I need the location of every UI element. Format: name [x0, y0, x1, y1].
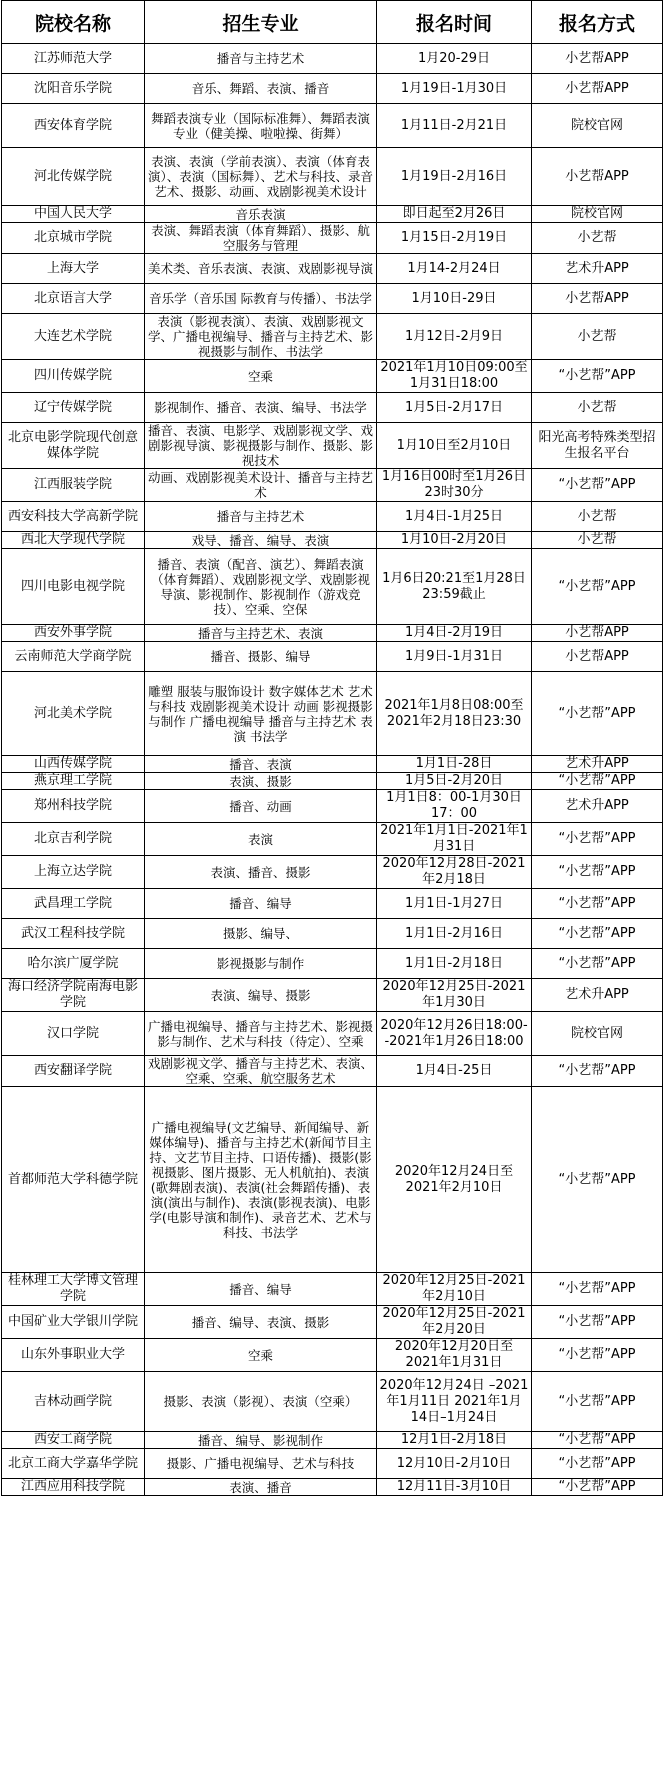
method-cell: 小艺帮APP — [532, 284, 663, 314]
time-cell: 12月10日-2月10日 — [377, 1449, 532, 1479]
major-cell: 舞蹈表演专业（国际标准舞）、舞蹈表演专业（健美操、啦啦操、街舞） — [145, 104, 377, 148]
time-cell: 2020年12月28日-2021年2月18日 — [377, 856, 532, 889]
time-cell: 1月4日-2月19日 — [377, 625, 532, 642]
major-cell: 音乐学（音乐国 际教育与传播）、书法学 — [145, 284, 377, 314]
school-cell: 中国人民大学 — [2, 206, 145, 223]
major-cell: 戏剧影视文学、播音与主持艺术、表演、空乘、空乘、航空服务艺术 — [145, 1056, 377, 1087]
school-cell: 山东外事职业大学 — [2, 1339, 145, 1372]
table-body — [2, 44, 663, 1496]
major-cell: 表演、编导、摄影 — [145, 979, 377, 1012]
time-cell: 2020年12月24日 –2021年1月11日 2021年1月14日–1月24日 — [377, 1372, 532, 1432]
method-cell: “小艺帮”APP — [532, 1306, 663, 1339]
school-cell: 西安翻译学院 — [2, 1056, 145, 1087]
school-cell: 桂林理工大学博文管理学院 — [2, 1273, 145, 1306]
school-cell: 北京城市学院 — [2, 223, 145, 254]
table-row — [2, 74, 663, 104]
method-cell: 小艺帮APP — [532, 625, 663, 642]
major-cell: 表演、播音 — [145, 1479, 377, 1496]
table-row — [2, 856, 663, 889]
method-cell: “小艺帮”APP — [532, 1273, 663, 1306]
school-cell: 沈阳音乐学院 — [2, 74, 145, 104]
school-cell: 北京电影学院现代创意媒体学院 — [2, 423, 145, 469]
table-row — [2, 1012, 663, 1056]
time-cell: 2020年12月20日至2021年1月31日 — [377, 1339, 532, 1372]
major-cell: 影视摄影与制作 — [145, 949, 377, 979]
method-cell: “小艺帮”APP — [532, 1339, 663, 1372]
time-cell: 1月10日至2月10日 — [377, 423, 532, 469]
school-cell: 武昌理工学院 — [2, 889, 145, 919]
table-row — [2, 672, 663, 756]
school-cell: 四川电影电视学院 — [2, 549, 145, 625]
table-row — [2, 1306, 663, 1339]
method-cell: 艺术升APP — [532, 254, 663, 284]
school-cell: 西北大学现代学院 — [2, 532, 145, 549]
table-row — [2, 919, 663, 949]
major-cell: 表演 — [145, 823, 377, 856]
method-cell: 小艺帮APP — [532, 148, 663, 206]
major-cell: 表演、播音、摄影 — [145, 856, 377, 889]
major-cell: 播音与主持艺术 — [145, 44, 377, 74]
table-row — [2, 1056, 663, 1087]
time-cell: 2021年1月1日-2021年1月31日 — [377, 823, 532, 856]
time-cell: 1月6日20:21至1月28日23:59截止 — [377, 549, 532, 625]
major-cell: 播音、编导 — [145, 889, 377, 919]
time-cell: 1月9日-1月31日 — [377, 642, 532, 672]
major-cell: 播音、动画 — [145, 790, 377, 823]
major-cell: 摄影、编导、 — [145, 919, 377, 949]
table-row — [2, 625, 663, 642]
header-school: 院校名称 — [2, 1, 145, 44]
table-row — [2, 1432, 663, 1449]
table-row — [2, 502, 663, 532]
school-cell: 吉林动画学院 — [2, 1372, 145, 1432]
method-cell: “小艺帮”APP — [532, 360, 663, 393]
time-cell: 1月10日-2月20日 — [377, 532, 532, 549]
time-cell: 1月1日8：00-1月30日17：00 — [377, 790, 532, 823]
method-cell: “小艺帮”APP — [532, 1449, 663, 1479]
school-cell: 汉口学院 — [2, 1012, 145, 1056]
school-cell: 燕京理工学院 — [2, 773, 145, 790]
header-major: 招生专业 — [145, 1, 377, 44]
major-cell: 播音、编导、表演、摄影 — [145, 1306, 377, 1339]
table-row — [2, 393, 663, 423]
major-cell: 播音与主持艺术 — [145, 502, 377, 532]
major-cell: 摄影、表演（影视）、表演（空乘） — [145, 1372, 377, 1432]
school-cell: 云南师范大学商学院 — [2, 642, 145, 672]
major-cell: 播音、表演（配音、演艺）、舞蹈表演（体育舞蹈）、戏剧影视文学、戏剧影视导演、影视制作、影视制作（游戏竞技）、空乘、空保 — [145, 549, 377, 625]
method-cell: 小艺帮 — [532, 532, 663, 549]
method-cell: “小艺帮”APP — [532, 469, 663, 502]
table-row — [2, 469, 663, 502]
school-cell: 北京工商大学嘉华学院 — [2, 1449, 145, 1479]
time-cell: 1月1日-28日 — [377, 756, 532, 773]
time-cell: 1月5日-2月17日 — [377, 393, 532, 423]
method-cell: “小艺帮”APP — [532, 856, 663, 889]
school-cell: 四川传媒学院 — [2, 360, 145, 393]
school-cell: 大连艺术学院 — [2, 314, 145, 360]
time-cell: 1月5日-2月20日 — [377, 773, 532, 790]
method-cell: 院校官网 — [532, 1012, 663, 1056]
school-cell: 山西传媒学院 — [2, 756, 145, 773]
major-cell: 广播电视编导、播音与主持艺术、影视摄影与制作、艺术与科技（待定）、空乘 — [145, 1012, 377, 1056]
time-cell: 1月10日-29日 — [377, 284, 532, 314]
table-row — [2, 284, 663, 314]
time-cell: 1月19日-2月16日 — [377, 148, 532, 206]
table-row — [2, 949, 663, 979]
method-cell: “小艺帮”APP — [532, 823, 663, 856]
table-row — [2, 549, 663, 625]
header-method: 报名方式 — [532, 1, 663, 44]
method-cell: “小艺帮”APP — [532, 773, 663, 790]
major-cell: 摄影、广播电视编导、艺术与科技 — [145, 1449, 377, 1479]
method-cell: “小艺帮”APP — [532, 919, 663, 949]
method-cell: 小艺帮APP — [532, 44, 663, 74]
school-cell: 江西服装学院 — [2, 469, 145, 502]
major-cell: 音乐表演 — [145, 206, 377, 223]
table-row — [2, 756, 663, 773]
time-cell: 1月16日00时至1月26日23时30分 — [377, 469, 532, 502]
method-cell: “小艺帮”APP — [532, 1056, 663, 1087]
method-cell: 小艺帮 — [532, 314, 663, 360]
time-cell: 2020年12月25日-2021年2月10日 — [377, 1273, 532, 1306]
time-cell: 1月15日-2月19日 — [377, 223, 532, 254]
method-cell: 艺术升APP — [532, 790, 663, 823]
major-cell: 播音、表演、电影学、戏剧影视文学、戏剧影视导演、影视摄影与制作、摄影、影视技术 — [145, 423, 377, 469]
method-cell: “小艺帮”APP — [532, 1087, 663, 1273]
table-row — [2, 642, 663, 672]
header-row — [2, 1, 663, 44]
major-cell: 表演、表演（学前表演）、表演（体育表演）、表演（国标舞）、艺术与科技、录音艺术、摄影、动画、戏剧影视美术设计 — [145, 148, 377, 206]
major-cell: 空乘 — [145, 1339, 377, 1372]
school-cell: 北京语言大学 — [2, 284, 145, 314]
method-cell: 艺术升APP — [532, 756, 663, 773]
major-cell: 表演（影视表演）、表演、戏剧影视文学、广播电视编导、播音与主持艺术、影视摄影与制作、书法学 — [145, 314, 377, 360]
table-row — [2, 1273, 663, 1306]
time-cell: 2021年1月8日08:00至2021年2月18日23:30 — [377, 672, 532, 756]
school-cell: 首都师范大学科德学院 — [2, 1087, 145, 1273]
table-row — [2, 1372, 663, 1432]
school-cell: 西安体育学院 — [2, 104, 145, 148]
table-row — [2, 206, 663, 223]
method-cell: “小艺帮”APP — [532, 889, 663, 919]
admissions-table — [1, 0, 663, 1496]
major-cell: 表演、舞蹈表演（体育舞蹈）、摄影、航空服务与管理 — [145, 223, 377, 254]
table-row — [2, 1449, 663, 1479]
major-cell: 表演、摄影 — [145, 773, 377, 790]
method-cell: “小艺帮”APP — [532, 672, 663, 756]
method-cell: 小艺帮 — [532, 393, 663, 423]
method-cell: 小艺帮 — [532, 223, 663, 254]
school-cell: 西安工商学院 — [2, 1432, 145, 1449]
time-cell: 2020年12月24日至2021年2月10日 — [377, 1087, 532, 1273]
method-cell: 艺术升APP — [532, 979, 663, 1012]
major-cell: 播音、编导 — [145, 1273, 377, 1306]
school-cell: 上海立达学院 — [2, 856, 145, 889]
table-row — [2, 773, 663, 790]
school-cell: 西安外事学院 — [2, 625, 145, 642]
time-cell: 2020年12月26日18:00--2021年1月26日18:00 — [377, 1012, 532, 1056]
table-row — [2, 104, 663, 148]
table-row — [2, 1087, 663, 1273]
time-cell: 2020年12月25日-2021年1月30日 — [377, 979, 532, 1012]
time-cell: 12月11日-3月10日 — [377, 1479, 532, 1496]
method-cell: 小艺帮 — [532, 502, 663, 532]
major-cell: 影视制作、播音、表演、编导、书法学 — [145, 393, 377, 423]
header-time: 报名时间 — [377, 1, 532, 44]
school-cell: 江西应用科技学院 — [2, 1479, 145, 1496]
school-cell: 哈尔滨广厦学院 — [2, 949, 145, 979]
method-cell: “小艺帮”APP — [532, 949, 663, 979]
time-cell: 2021年1月10日09:00至1月31日18:00 — [377, 360, 532, 393]
major-cell: 空乘 — [145, 360, 377, 393]
method-cell: 院校官网 — [532, 104, 663, 148]
table-row — [2, 148, 663, 206]
table-row — [2, 44, 663, 74]
major-cell: 播音、编导、影视制作 — [145, 1432, 377, 1449]
method-cell: “小艺帮”APP — [532, 1432, 663, 1449]
time-cell: 1月1日-2月18日 — [377, 949, 532, 979]
school-cell: 北京吉利学院 — [2, 823, 145, 856]
time-cell: 1月11日-2月21日 — [377, 104, 532, 148]
table-row — [2, 314, 663, 360]
table-row — [2, 1479, 663, 1496]
major-cell: 广播电视编导(文艺编导、新闻编导、新媒体编导)、播音与主持艺术(新闻节目主持、文艺节目主持、口语传播)、摄影(影视摄影、图片摄影、无人机航拍)、表演(歌舞剧表演)、表演(社会舞蹈传播)、表演(演出与制作)、表演(影视表演)、电影学(电影导演和制作)、录音艺术、艺术与科技、书法学 — [145, 1087, 377, 1273]
time-cell: 1月19日-1月30日 — [377, 74, 532, 104]
table-row — [2, 790, 663, 823]
time-cell: 2020年12月25日-2021年2月20日 — [377, 1306, 532, 1339]
time-cell: 即日起至2月26日 — [377, 206, 532, 223]
time-cell: 1月12日-2月9日 — [377, 314, 532, 360]
time-cell: 1月1日-1月27日 — [377, 889, 532, 919]
method-cell: 小艺帮APP — [532, 642, 663, 672]
table-row — [2, 423, 663, 469]
table-row — [2, 223, 663, 254]
method-cell: 阳光高考特殊类型招生报名平台 — [532, 423, 663, 469]
time-cell: 12月1日-2月18日 — [377, 1432, 532, 1449]
school-cell: 海口经济学院南海电影学院 — [2, 979, 145, 1012]
method-cell: “小艺帮”APP — [532, 1479, 663, 1496]
time-cell: 1月4日-25日 — [377, 1056, 532, 1087]
table-row — [2, 254, 663, 284]
table-row — [2, 360, 663, 393]
major-cell: 动画、戏剧影视美术设计、播音与主持艺术 — [145, 469, 377, 502]
time-cell: 1月4日-1月25日 — [377, 502, 532, 532]
school-cell: 上海大学 — [2, 254, 145, 284]
major-cell: 戏导、播音、编导、表演 — [145, 532, 377, 549]
time-cell: 1月1日-2月16日 — [377, 919, 532, 949]
school-cell: 江苏师范大学 — [2, 44, 145, 74]
school-cell: 西安科技大学高新学院 — [2, 502, 145, 532]
school-cell: 辽宁传媒学院 — [2, 393, 145, 423]
method-cell: “小艺帮”APP — [532, 549, 663, 625]
table-row — [2, 823, 663, 856]
table-row — [2, 979, 663, 1012]
major-cell: 雕塑 服装与服饰设计 数字媒体艺术 艺术与科技 戏剧影视美术设计 动画 影视摄影与制作 广播电视编导 播音与主持艺术 表演 书法学 — [145, 672, 377, 756]
school-cell: 郑州科技学院 — [2, 790, 145, 823]
major-cell: 音乐、舞蹈、表演、播音 — [145, 74, 377, 104]
major-cell: 播音、表演 — [145, 756, 377, 773]
school-cell: 武汉工程科技学院 — [2, 919, 145, 949]
major-cell: 美术类、音乐表演、表演、戏剧影视导演 — [145, 254, 377, 284]
school-cell: 河北传媒学院 — [2, 148, 145, 206]
table-row — [2, 1339, 663, 1372]
major-cell: 播音、摄影、编导 — [145, 642, 377, 672]
school-cell: 河北美术学院 — [2, 672, 145, 756]
time-cell: 1月14-2月24日 — [377, 254, 532, 284]
method-cell: 小艺帮APP — [532, 74, 663, 104]
method-cell: 院校官网 — [532, 206, 663, 223]
time-cell: 1月20-29日 — [377, 44, 532, 74]
table-row — [2, 889, 663, 919]
method-cell: “小艺帮”APP — [532, 1372, 663, 1432]
school-cell: 中国矿业大学银川学院 — [2, 1306, 145, 1339]
table-row — [2, 532, 663, 549]
major-cell: 播音与主持艺术、表演 — [145, 625, 377, 642]
